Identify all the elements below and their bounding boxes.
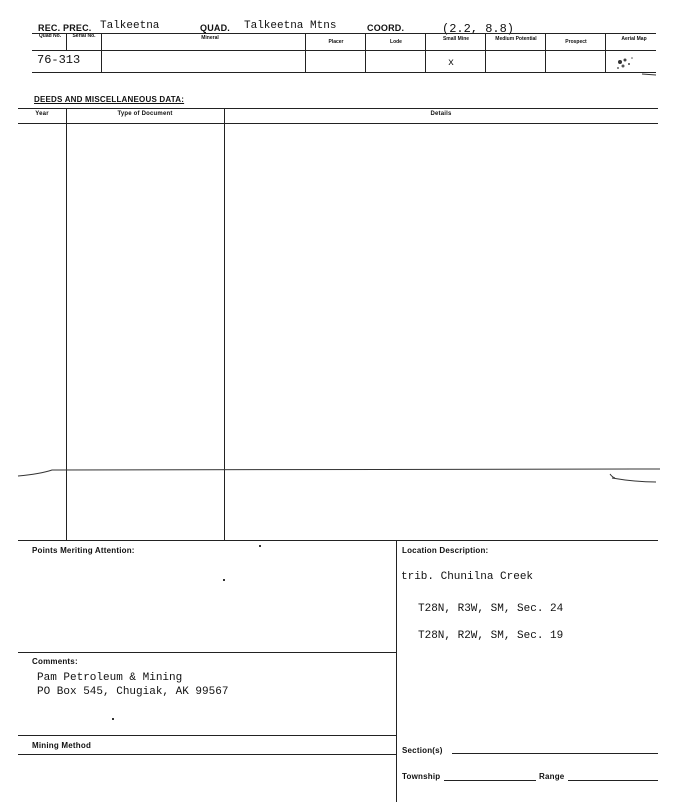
range-label: Range — [539, 772, 565, 781]
location-line-3: T28N, R2W, SM, Sec. 19 — [418, 630, 564, 642]
coord-label: COORD. — [367, 23, 405, 33]
grid-line — [485, 33, 486, 72]
col-lode: Lode — [390, 39, 402, 45]
record-row-bottom — [32, 72, 656, 73]
speck — [259, 545, 261, 547]
mining-bottom-rule — [18, 754, 396, 755]
col-mineral: Mineral — [201, 35, 219, 41]
mining-method-label: Mining Method — [32, 741, 92, 750]
col-details: Details — [430, 111, 452, 117]
col-type-of-document: Type of Document — [117, 111, 173, 117]
col-aerial-map: Aerial Map — [621, 36, 647, 42]
grid-line — [545, 33, 546, 72]
small-mine-mark: x — [448, 58, 455, 69]
grid-line — [66, 33, 67, 50]
col-placer: Placer — [328, 39, 344, 45]
range-field-line[interactable] — [568, 780, 658, 781]
grid-line — [365, 33, 366, 72]
comments-label: Comments: — [32, 657, 78, 666]
quad-serial-value: 76-313 — [37, 53, 81, 67]
location-line-2: T28N, R3W, SM, Sec. 24 — [418, 603, 564, 615]
col-quad-no: Quad No. — [38, 33, 62, 39]
sections-label: Section(s) — [402, 746, 443, 755]
deeds-top-rule — [18, 108, 658, 109]
deeds-title: DEEDS AND MISCELLANEOUS DATA: — [34, 95, 185, 104]
header-rule — [32, 33, 656, 34]
col-prospect: Prospect — [565, 39, 587, 45]
speck — [112, 718, 114, 720]
col-medium-potential: Medium Potential — [495, 36, 537, 42]
sections-field-line[interactable] — [452, 753, 658, 754]
grid-line — [425, 33, 426, 72]
rec-prec-value: Talkeetna — [100, 20, 160, 32]
fold-line — [0, 462, 678, 492]
col-serial-no: Serial No. — [72, 33, 96, 39]
col-year: Year — [35, 111, 49, 117]
grid-line — [605, 33, 606, 72]
mining-top-rule — [18, 735, 396, 736]
grid-line — [101, 33, 102, 72]
quad-label: QUAD. — [200, 23, 230, 33]
township-field-line[interactable] — [444, 780, 536, 781]
comments-line-2: PO Box 545, Chugiak, AK 99567 — [37, 686, 229, 698]
rec-prec-label: REC. PREC. — [38, 23, 92, 33]
column-header-rule — [32, 50, 656, 51]
deeds-header-rule — [18, 123, 658, 124]
points-label: Points Meriting Attention: — [32, 546, 135, 555]
col-small-mine: Small Mine — [442, 36, 470, 42]
coord-value: (2.2, 8.8) — [442, 22, 515, 36]
comments-line-1: Pam Petroleum & Mining — [37, 672, 183, 684]
lower-divider — [396, 540, 397, 802]
grid-line — [305, 33, 306, 72]
comments-top-rule — [18, 652, 396, 653]
aerial-map-mark — [612, 52, 656, 76]
deeds-bottom-rule — [18, 540, 658, 541]
location-label: Location Description: — [402, 546, 489, 555]
quad-value: Talkeetna Mtns — [244, 20, 337, 32]
speck — [223, 579, 225, 581]
location-line-1: trib. Chunilna Creek — [401, 571, 534, 583]
township-label: Township — [402, 772, 441, 781]
